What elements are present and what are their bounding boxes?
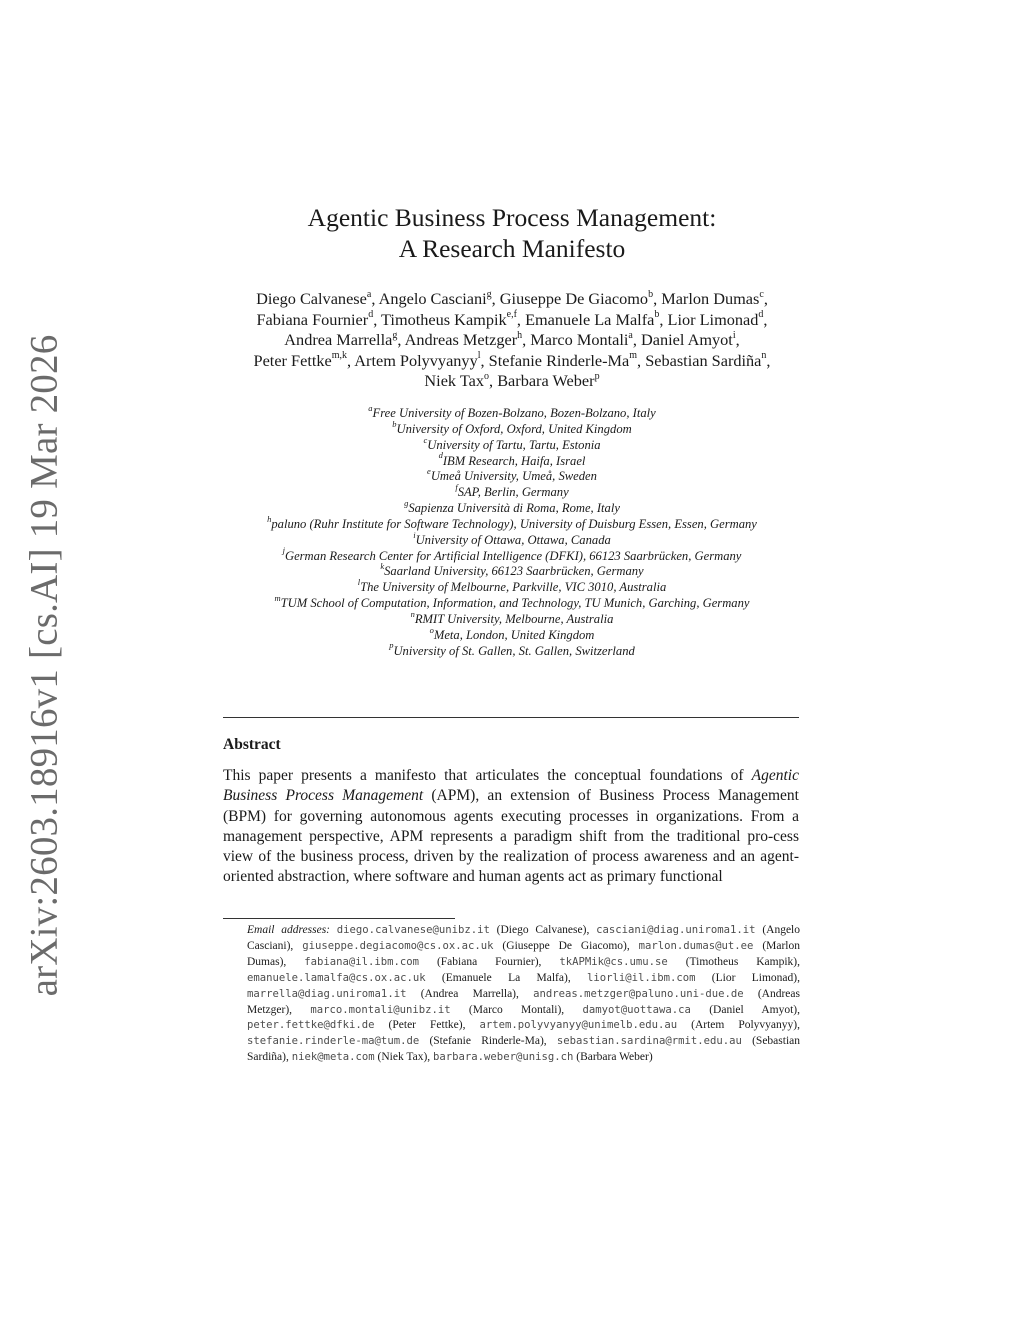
affiliation: [150, 592, 874, 612]
affiliation-mark: n: [410, 608, 415, 619]
author-affil-mark: p: [594, 370, 600, 382]
author-affil-mark: m,k: [331, 350, 348, 362]
abstract-heading: Abstract: [223, 736, 281, 753]
affiliation-text: SAP, Berlin, Germany: [457, 485, 569, 500]
affiliation-text: University of Tartu, Tartu, Estonia: [427, 437, 601, 452]
author: Andrea Marrella$^g$,: [284, 329, 402, 349]
email-link[interactable]: marlon.dumas@ut.ee: [638, 939, 754, 952]
affiliation-mark: a: [368, 402, 373, 413]
author: Fabiana Fournier$^d$,: [256, 309, 378, 329]
affiliation-text: University of Ottawa, Ottawa, Canada: [415, 532, 611, 547]
affiliation: [150, 640, 874, 660]
affiliation-mark: i: [413, 529, 416, 540]
author: Artem Polyvyanyy$^l$,: [354, 350, 485, 370]
email-owner: (Niek Tax),: [374, 1051, 434, 1064]
affiliation-text: University of Oxford, Oxford, United Kingdom: [396, 421, 632, 436]
affiliation-text: Saarland University, 66123 Saarbrücken, Germany: [384, 564, 644, 579]
email-owner: (Sebastian Sardiña),: [247, 1035, 800, 1064]
affiliation-text: Sapienza Università di Roma, Rome, Italy: [408, 501, 620, 516]
author-affil-mark: n: [761, 350, 767, 362]
abstract-rule: [223, 717, 799, 718]
author: Giuseppe De Giacomo$^b$,: [499, 288, 658, 308]
abstract-part-1: This paper presents a manifesto that articulates the conceptual foundations of: [223, 767, 752, 784]
affiliation-mark: p: [389, 640, 394, 651]
affiliation: [150, 418, 874, 438]
affiliation-mark: l: [357, 577, 361, 588]
arxiv-sidebar: [15, 334, 73, 996]
email-owner: (Peter Fettke),: [374, 1019, 480, 1032]
affiliation-mark: c: [423, 434, 428, 445]
author-name: Peter Fettke: [253, 350, 332, 370]
author-affil-mark: g: [392, 329, 398, 341]
affiliation: [150, 466, 874, 485]
email-link[interactable]: casciani@diag.uniroma1.it: [596, 924, 756, 936]
author: [497, 371, 599, 390]
email-link[interactable]: barbara.weber@unisg.ch: [433, 1051, 574, 1064]
author: Niek Tax$^o$,: [424, 370, 494, 390]
affiliation-text: Umeå University, Umeå, Sweden: [430, 469, 597, 484]
author-affil-mark: d: [368, 309, 374, 321]
email-link[interactable]: fabiana@il.ibm.com: [304, 955, 420, 968]
affiliation-text: University of St. Gallen, St. Gallen, Switzerland: [393, 643, 635, 658]
title-line-1: Agentic Business Process Management:: [307, 203, 717, 232]
author: Andreas Metzger$^h$,: [404, 329, 527, 349]
affiliation-text: Free University of Bozen-Bolzano, Bozen-Bolzano, Italy: [372, 406, 656, 420]
affiliation-mark: o: [429, 624, 434, 635]
email-link[interactable]: andreas.metzger@paluno.uni-due.de: [533, 987, 744, 1000]
author-affil-mark: i: [732, 329, 736, 341]
author-affil-mark: l: [477, 350, 481, 362]
affiliation-text: IBM Research, Haifa, Israel: [442, 453, 586, 468]
email-link[interactable]: sebastian.sardina@rmit.edu.au: [556, 1035, 742, 1048]
author: Daniel Amyot$^i$,: [641, 329, 740, 349]
affiliation-mark: k: [380, 561, 385, 572]
footnote-label: Email addresses:: [247, 924, 331, 936]
author: Marlon Dumas$^c$,: [661, 288, 768, 308]
abstract-emphasis: Agentic Business Process Management: [223, 767, 799, 805]
author: Sebastian Sardiña$^n$,: [645, 350, 771, 370]
affiliation-mark: j: [282, 545, 285, 556]
affiliation-text: paluno (Ruhr Institute for Software Technology), University of Duisburg Essen, Essen, Germany: [271, 516, 757, 531]
author-name: Angelo Casciani: [378, 289, 487, 308]
email-owner: (Timotheus Kampik),: [667, 955, 800, 968]
affiliation-text: The University of Melbourne, Parkville, VIC 3010, Australia: [360, 580, 667, 595]
affiliation-mark: f: [455, 482, 458, 493]
email-owner: (Giuseppe De Giacomo),: [493, 939, 639, 952]
email-link[interactable]: emanuele.lamalfa@cs.ox.ac.uk: [247, 971, 426, 984]
author-affil-mark: b: [648, 288, 654, 300]
arxiv-id: arXiv:2603.18916v1 [cs.AI] 19 Mar 2026: [22, 334, 66, 996]
email-owner: (Daniel Amyot),: [690, 1003, 800, 1016]
affiliation-text: German Research Center for Artificial Intelligence (DFKI), 66123 Saarbrücken, Germany: [284, 548, 742, 563]
email-owner: (Emanuele La Malfa),: [425, 971, 588, 984]
affiliation: [150, 608, 874, 628]
affiliation-text: TUM School of Computation, Information, and Technology, TU Munich, Garching, Germany: [280, 596, 750, 611]
affiliation-mark: g: [404, 497, 409, 508]
affiliation-mark: b: [392, 418, 397, 429]
email-link[interactable]: peter.fettke@dfki.de: [247, 1019, 375, 1032]
affiliation: [150, 402, 874, 422]
email-link[interactable]: giuseppe.degiacomo@cs.ox.ac.uk: [302, 939, 494, 952]
author: Lior Limonad$^d$,: [667, 309, 768, 329]
author-name: Barbara Weber: [497, 371, 595, 390]
author-name: Andrea Marrella: [284, 330, 393, 349]
author: Angelo Casciani$^g$,: [378, 288, 496, 308]
author-affil-mark: g: [486, 288, 492, 300]
affiliation-mark: m: [274, 592, 281, 603]
affiliation-text: RMIT University, Melbourne, Australia: [414, 611, 614, 626]
author-list: [200, 289, 824, 392]
author-name: Andreas Metzger: [404, 330, 518, 349]
author-name: Artem Polyvyanyy: [354, 350, 478, 370]
email-owner: (Marlon Dumas),: [247, 939, 801, 968]
affiliation-mark: e: [427, 466, 431, 477]
email-owner: (Stefanie Rinderle-Ma),: [419, 1035, 557, 1048]
email-owner: (Andreas Metzger),: [247, 987, 800, 1016]
affiliation: [150, 529, 874, 549]
author-name: Giuseppe De Giacomo: [499, 289, 649, 308]
author-name: Fabiana Fournier: [256, 309, 369, 329]
author: Peter Fettke$^{m,k}$,: [253, 350, 352, 370]
author-name: Diego Calvanese: [256, 289, 367, 308]
email-link[interactable]: marco.montali@unibz.it: [310, 1003, 451, 1016]
email-owner: (Marco Montali),: [450, 1003, 583, 1016]
email-owner: (Barbara Weber): [573, 1051, 653, 1064]
email-link[interactable]: tkAPMik@cs.umu.se: [559, 955, 668, 968]
email-link[interactable]: diego.calvanese@unibz.it: [336, 924, 490, 936]
author: Stefanie Rinderle-Ma$^m$,: [488, 350, 642, 370]
abstract-part-3: (APM), an extension of Business Process Management (BPM) for governing autonomous agents executing processes in organizations. From a management perspective, APM represents a paradigm shift from the traditional pro-cess view of the business process, driven by the realization of process awareness and an agent-oriented abstraction, where software and human agents act as primary functional: [223, 787, 799, 886]
author: Timotheus Kampik$^{e,f}$,: [381, 309, 521, 329]
affiliation: [150, 545, 874, 565]
author-affil-mark: c: [759, 288, 764, 300]
author-name: Niek Tax: [424, 371, 485, 390]
author-affil-mark: d: [758, 309, 764, 321]
email-link[interactable]: niek@meta.com: [291, 1051, 375, 1064]
affiliation: [150, 577, 874, 596]
email-list: [247, 924, 800, 1063]
author-name: Timotheus Kampik: [381, 309, 507, 329]
email-link[interactable]: marrella@diag.uniroma1.it: [247, 987, 407, 1000]
title-line-2: A Research Manifesto: [398, 234, 626, 263]
author-name: Lior Limonad: [667, 309, 759, 329]
footnote-rule: [223, 918, 455, 919]
email-link[interactable]: artem.polyvyanyy@unimelb.edu.au: [479, 1019, 678, 1032]
email-owner: (Andrea Marrella),: [406, 987, 534, 1000]
email-owner: (Fabiana Fournier),: [419, 955, 560, 968]
author: Diego Calvanese$^a$,: [256, 288, 376, 308]
footnote-body: [223, 923, 800, 1066]
affiliation: [150, 434, 874, 454]
author-name: Sebastian Sardiña: [645, 350, 762, 370]
email-link[interactable]: liorli@il.ibm.com: [587, 971, 696, 984]
author: Marco Montali$^a$,: [530, 329, 637, 349]
email-owner: (Diego Calvanese),: [489, 924, 597, 936]
email-link[interactable]: damyot@uottawa.ca: [582, 1003, 691, 1016]
author: Emanuele La Malfa$^b$,: [525, 309, 664, 329]
author-affil-mark: o: [484, 370, 490, 382]
email-link[interactable]: stefanie.rinderle-ma@tum.de: [247, 1035, 420, 1048]
affiliation: [150, 450, 874, 470]
affiliation-mark: h: [267, 513, 272, 524]
author-name: Stefanie Rinderle-Ma: [488, 350, 630, 370]
author-name: Daniel Amyot: [641, 330, 733, 349]
author-name: Emanuele La Malfa: [525, 309, 655, 329]
author-affil-mark: h: [517, 329, 523, 341]
affiliation: [150, 624, 874, 644]
affiliation: [150, 497, 874, 517]
affiliation-text: Meta, London, United Kingdom: [433, 627, 595, 642]
email-footnote: [223, 923, 800, 1066]
author-name: Marco Montali: [530, 330, 629, 349]
affiliation: [150, 482, 874, 501]
email-owner: (Angelo Casciani),: [247, 924, 801, 952]
author-affil-mark: m: [629, 350, 638, 362]
author-affil-mark: b: [654, 309, 660, 321]
abstract-text: [223, 766, 799, 888]
email-owner: (Lior Limonad),: [695, 971, 800, 984]
author-affil-mark: a: [366, 288, 372, 300]
affiliation: [150, 513, 874, 533]
author-affil-mark: a: [628, 329, 633, 341]
affiliation-list: [150, 402, 874, 660]
author-affil-mark: e,f: [506, 309, 517, 321]
author-name: Marlon Dumas: [661, 289, 760, 308]
affiliation-mark: d: [438, 450, 443, 461]
affiliation: [150, 561, 874, 580]
paper-title: [0, 202, 1024, 264]
email-owner: (Artem Polyvyanyy),: [677, 1019, 800, 1032]
